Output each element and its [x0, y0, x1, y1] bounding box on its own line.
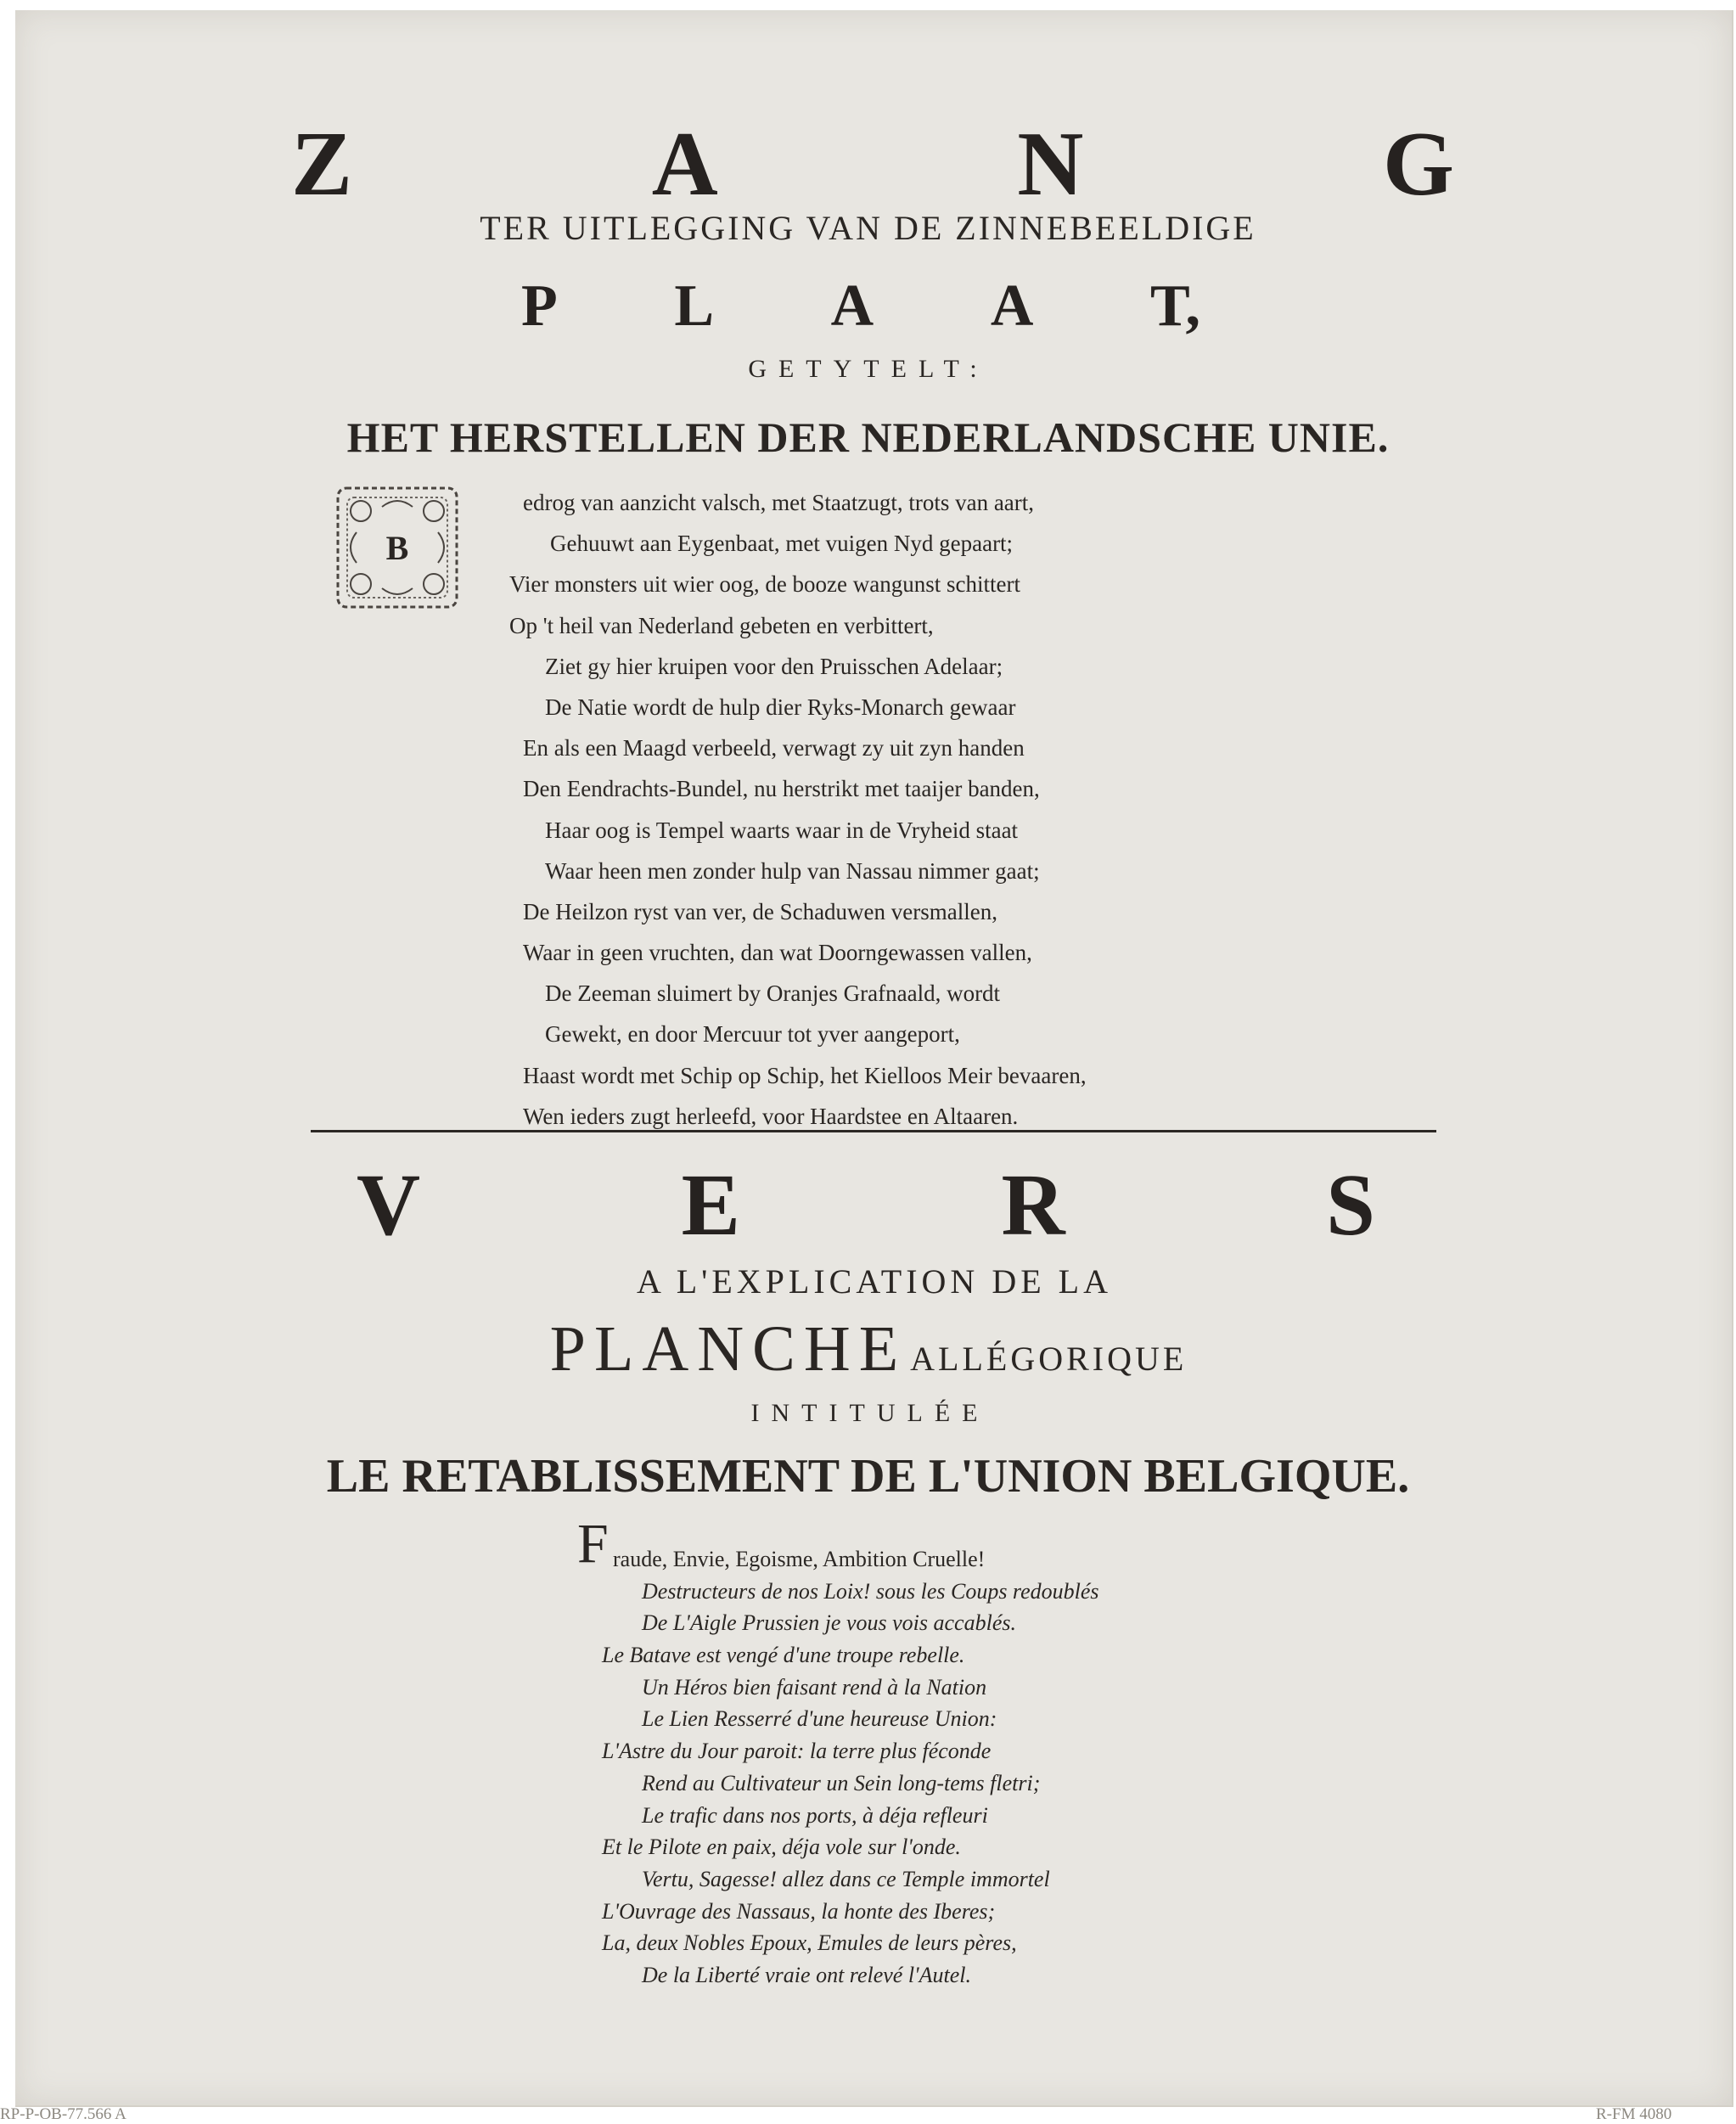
- poem-line: edrog van aanzicht valsch, met Staatzugt, trots van aart,: [523, 490, 1035, 515]
- poem-line: Wen ieders zugt herleefd, voor Haardstee en Altaaren.: [523, 1103, 1019, 1129]
- poem-line: Waar heen men zonder hulp van Nassau nimmer gaat;: [545, 857, 1040, 884]
- dutch-getyteld: GETYTELT:: [748, 355, 989, 383]
- poem-line: Ziet gy hier kruipen voor den Pruisschen Adelaar;: [545, 653, 1003, 679]
- french-poem: [602, 1543, 1099, 1992]
- poem-line: Gewekt, en door Mercuur tot yver aangeport,: [545, 1021, 960, 1048]
- poem-line: L'Astre du Jour paroit: la terre plus féconde: [602, 1739, 992, 1764]
- poem-line: Destructeurs de nos Loix! sous les Coups redoublés: [642, 1578, 1099, 1604]
- french-intitulee: INTITULÉE: [750, 1399, 990, 1427]
- title-letter: G: [1382, 114, 1454, 215]
- title-letter: R: [1001, 1156, 1065, 1254]
- inventory-mark-left: RP-P-OB-77.566 A: [0, 2105, 126, 2123]
- poem-line: En als een Maagd verbeeld, verwagt zy uit zyn handen: [523, 735, 1025, 761]
- dutch-poem: [509, 482, 1087, 1137]
- poem-line: Vier monsters uit wier oog, de booze wangunst schittert: [509, 571, 1020, 598]
- dutch-subtitle: TER UITLEGGING VAN DE ZINNEBEELDIGE: [480, 209, 1256, 247]
- allegorique-word: ALLÉGORIQUE: [910, 1340, 1188, 1378]
- title-letter: V: [357, 1156, 421, 1254]
- poem-line: Gehuuwt aan Eygenbaat, met vuigen Nyd gepaart;: [550, 531, 1014, 557]
- poem-line: Op 't heil van Nederland gebeten en verbittert,: [509, 612, 934, 638]
- french-initial-letter: F: [577, 1513, 609, 1575]
- french-heading: LE RETABLISSEMENT DE L'UNION BELGIQUE.: [326, 1450, 1410, 1503]
- title-letter: A: [990, 273, 1034, 339]
- french-title-vers: [357, 1156, 1375, 1254]
- title-letter: A: [830, 273, 874, 339]
- poem-line: L'Ouvrage des Nassaus, la honte des Iberes;: [602, 1898, 996, 1924]
- poem-line: De L'Aigle Prussien je vous vois accablés.: [642, 1610, 1016, 1636]
- poem-line: raude, Envie, Egoisme, Ambition Cruelle!: [613, 1547, 986, 1571]
- poem-line: La, deux Nobles Epoux, Emules de leurs pères,: [602, 1930, 1017, 1956]
- title-letter: A: [651, 114, 718, 215]
- poem-line: Le Batave est vengé d'une troupe rebelle.: [602, 1643, 965, 1668]
- french-subtitle: A L'EXPLICATION DE LA: [637, 1262, 1112, 1301]
- french-planche-line: [406, 1312, 1331, 1386]
- dutch-title-plaat: [521, 273, 1200, 339]
- dutch-title-zang: [291, 114, 1454, 215]
- poem-line: Le Lien Resserré d'une heureuse Union:: [642, 1706, 997, 1732]
- poem-line: Rend au Cultivateur un Sein long-tems fletri;: [642, 1770, 1041, 1795]
- title-letter: L: [674, 273, 715, 339]
- title-letter: P: [521, 273, 558, 339]
- title-letter: S: [1326, 1156, 1375, 1254]
- poem-line: Le trafic dans nos ports, à déja refleuri: [642, 1802, 988, 1828]
- inventory-mark-right: R-FM 4080: [1596, 2105, 1672, 2123]
- title-letter: Z: [291, 114, 353, 215]
- poem-line: Haast wordt met Schip op Schip, het Kielloos Meir bevaaren,: [523, 1062, 1087, 1088]
- poem-line: De Natie wordt de hulp dier Ryks-Monarch gewaar: [545, 694, 1016, 720]
- decorated-initial: [335, 486, 459, 610]
- title-letter: N: [1017, 114, 1084, 215]
- initial-letter: B: [385, 528, 409, 567]
- poem-line: De Heilzon ryst van ver, de Schaduwen versmallen,: [523, 898, 997, 924]
- title-letter: E: [681, 1156, 740, 1254]
- poem-line: De Zeeman sluimert by Oranjes Grafnaald, wordt: [545, 981, 1001, 1007]
- poem-line: Waar in geen vruchten, dan wat Doorngewassen vallen,: [523, 940, 1032, 966]
- poem-line: Vertu, Sagesse! allez dans ce Temple immortel: [642, 1866, 1050, 1891]
- poem-line: Et le Pilote en paix, déja vole sur l'onde.: [602, 1835, 961, 1860]
- planche-word: PLANCHE: [549, 1313, 907, 1385]
- poem-line: De la Liberté vraie ont relevé l'Autel.: [642, 1962, 971, 1987]
- section-divider: [311, 1130, 1436, 1132]
- title-letter: T,: [1149, 273, 1200, 339]
- poem-line: Haar oog is Tempel waarts waar in de Vryheid staat: [545, 817, 1019, 843]
- dutch-heading: HET HERSTELLEN DER NEDERLANDSCHE UNIE.: [346, 413, 1390, 461]
- poem-line: Den Eendrachts-Bundel, nu herstrikt met taaijer banden,: [523, 776, 1040, 802]
- poem-line: Un Héros bien faisant rend à la Nation: [642, 1674, 987, 1700]
